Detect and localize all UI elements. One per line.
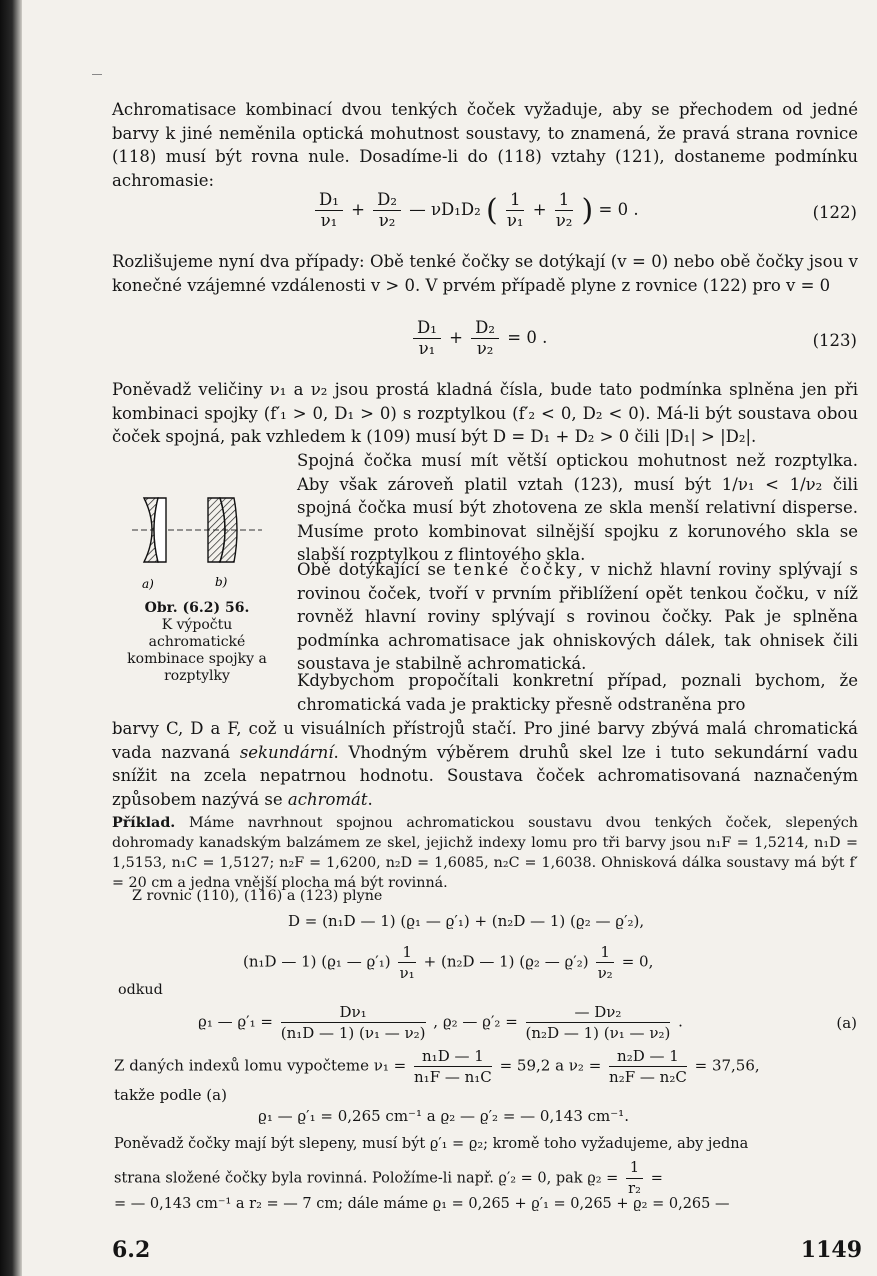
eq122-v1: ν₁ [320,211,338,230]
takze-label: takže podle (a) [114,1086,227,1104]
equation-D: D = (n₁D — 1) (ϱ₁ — ϱ′₁) + (n₂D — 1) (ϱ₂ — ϱ′₂), [288,912,645,930]
eq122-mid: — νD₁D₂ [409,200,481,219]
example-line-rovnic: Z rovnic (110), (116) a (123) plyne [132,888,383,904]
p5c: . Vhodným výběrem druhů skel lze i tuto sekundární vadu snížit na zcela nepatrnou hodnotu. Soustava čoček achromatisovaná naznačeným způsobem nazývá se [112,742,858,809]
eq122-one-b: 1 [555,190,574,211]
last2-end: = [650,1170,663,1187]
last-line-3: = — 0,143 cm⁻¹ a r₂ = — 7 cm; dále máme ϱ₁ = 0,265 + ϱ′₁ = 0,265 + ϱ₂ = 0,265 — [114,1196,730,1212]
example-paragraph [112,813,858,893]
idx-n2: n₂D — 1 [609,1046,687,1067]
equation-123: $\frac{\text{D₁}}{\text{ν₁}}$ + $\frac{\text{D₂}}{\text{ν₂}}$ = 0 . [410,318,547,359]
figure-caption [112,600,282,685]
last2-a: strana složené čočky byla rovinná. Položíme-li např. ϱ′₂ = 0, pak ϱ₂ = [114,1170,619,1187]
equation-a: ϱ₁ — ϱ′₁ = $\frac{\text{Dν₁}}{\text{(n₁D — 1) (ν₁ — ν₂)}}$ , ϱ₂ — ϱ′₂ = $\frac{\text{— Dν₂}}{\text{(n₂D — 1) (ν₁ — ν₂)}}$ . [198,1003,683,1042]
eq122-tail: = 0 . [598,200,639,219]
paragraph-cases: Rozlišujeme nyní dva případy: Obě tenké čočky se dotýkají (v = 0) nebo obě čočky jsou v konečné vzájemné vzdálenosti v > 0. V prvém případě plyne z rovnice (122) pro v = 0 [112,252,858,295]
idx-mid: = 59,2 a ν₂ = [499,1056,602,1075]
eq122-v2: ν₂ [378,211,396,230]
p4a: Obě dotýkající se [297,560,446,579]
margin-mark [92,74,102,75]
eqa-left: ϱ₁ — ϱ′₁ = [198,1012,273,1031]
paragraph-positive-numbers: Poněvadž veličiny ν₁ a ν₂ jsou prostá kladná čísla, bude tato podmínka splněna jen při kombinaci spojky (f′₁ > 0, D₁ > 0) s rozptylkou (f′₂ < 0, D₂ < 0). Má-li být soustava obou čoček spojná, pak vzhledem k (109) musí být D = D₁ + D₂ > 0 čili |D₁| > |D₂|. [112,380,858,446]
eq122-v2b: ν₂ [555,211,573,230]
idx-pre: Z daných indexů lomu vypočteme ν₁ = [114,1056,407,1075]
footer-section: 6.2 [112,1237,151,1263]
p5-achromat-emphasis: achromát [287,789,368,809]
page-binding-shadow [0,0,22,1276]
eqzero-b: + (n₂D — 1) (ϱ₂ — ϱ′₂) [423,952,589,971]
equation-a-number: (a) [836,1014,857,1032]
paragraph-concrete-case: Kdybychom propočítali konkretní případ, poznali bychom, že chromatická vada je prakticky přesně odstraněna pro [297,671,858,714]
example-text: Máme navrhnout spojnou achromatickou soustavu dvou tenkých čoček, slepených dohromady kanadským balzámem ze skel, jejichž indexy lomu pro tři barvy jsou n₁F = 1,5214, n₁D = 1,5153, n₁C = 1,5127; n₂F = 1,6200, n₂D = 1,6085, n₂C = 1,6038. Ohnisková dálka soustavy má být f′ = 20 cm a jedna vnější plocha má být rovinná. [112,815,858,891]
equation-122-number: (122) [812,203,857,222]
lens-diagram [112,470,287,595]
paragraph-achromatisation: Achromatisace kombinací dvou tenkých čoček vyžaduje, aby se přechodem od jedné barvy k jiné neměnila optická mohutnost soustavy, to znamená, že pravá strana rovnice (118) musí být rovna nule. Dosadíme-li do (118) vztahy (121), dostaneme podmínku achromasie: [112,100,858,190]
eq123-v2: ν₂ [476,339,494,358]
equation-zero [243,942,653,983]
footer-page-number: 1149 [800,1237,862,1263]
eq123-d2: D₂ [471,318,499,339]
figure-label-b: b) [215,575,228,589]
paragraph-touching-lenses [297,558,858,676]
eqa-d1: (n₁D — 1) (ν₁ — ν₂) [280,1024,426,1042]
eq123-tail: = 0 . [507,328,548,347]
last2-n: 1 [626,1158,643,1179]
eqzero-a: (n₁D — 1) (ϱ₁ — ϱ′₁) [243,952,391,971]
eqzero-one-b: 1 [596,942,614,963]
paragraph-spojna: Spojná čočka musí mít větší optickou mohutnost než rozptylka. Aby však zároveň platil vztah (123), musí být 1/ν₁ < 1/ν₂ čili spojná čočka musí být zhotovena ze skla menší relativní disperse. Musíme proto kombinovat silnější spojku z korunového skla se slabší rozptylkou z flintového skla. [297,451,858,564]
eqzero-end: = 0, [621,952,654,971]
eq122-v1b: ν₁ [506,211,524,230]
figure-label-a: a) [142,577,154,591]
last2-d: r₂ [628,1181,641,1197]
p4b: , v nichž hlavní roviny splývají s rovinou čoček, tvoří v prvním přiblížení opět tenkou čočku, v níž rovněž hlavní roviny splývají s rovinou čočky. Pak je splněna podmínka achromatisace jak ohniskových dálek, tak ohnisek čili soustava je stabilně achromatická. [297,560,859,673]
last-line-1: Poněvadž čočky mají být slepeny, musí být ϱ′₁ = ϱ₂; kromě toho vyžadujeme, aby jedna [114,1136,749,1152]
index-computation [114,1046,760,1087]
idx-n1: n₁D — 1 [414,1046,492,1067]
equation-123-number: (123) [812,331,857,350]
figure-caption-title: Obr. (6.2) 56. [144,600,250,616]
rho-result: ϱ₁ — ϱ′₁ = 0,265 cm⁻¹ a ϱ₂ — ϱ′₂ = — 0,143 cm⁻¹. [258,1107,629,1125]
eqzero-v2: ν₂ [597,964,613,982]
eqa-mid: , ϱ₂ — ϱ′₂ = [433,1012,518,1031]
equation-122: $\frac{\text{D₁}}{\text{ν₁}}$ + $\frac{\text{D₂}}{\text{ν₂}}$ — νD₁D₂ ( $\frac{1}{\text{ν₁}}$ + $\frac{1}{\text{ν₂}}$ ) = 0 . [312,190,639,231]
p5-secondary-emphasis: sekundární [239,742,334,762]
idx-end: = 37,56, [694,1056,760,1075]
eq123-v1: ν₁ [418,339,436,358]
example-heading: Příklad. [112,815,176,831]
eq122-one-a: 1 [506,190,525,211]
eqa-n2: — Dν₂ [526,1002,671,1023]
last-line-2 [114,1158,663,1199]
eqzero-one-a: 1 [398,942,416,963]
eqa-n1: Dν₁ [281,1002,426,1023]
eqa-d2: (n₂D — 1) (ν₁ — ν₂) [525,1024,671,1042]
paragraph-secondary: barvy C, D a F, což u visuálních přístrojů stačí. Pro jiné barvy zbývá malá chromatická vada nazvaná sekundární. Vhodným výběrem druhů skel lze i tuto sekundární vadu snížit na zcela nepatrnou hodnotu. Soustava čoček achromatisovaná naznačeným způsobem nazývá se achromát. [112,719,858,809]
lens-a-flint [154,498,166,562]
p4-emphasis: tenké čočky [453,560,578,579]
p5b: barvy C, D a F, což u visuálních přístrojů stačí. Pro jiné barvy zbývá malá chromatická vada nazvaná [112,719,858,762]
eq122-d1: D₁ [315,190,343,211]
eqzero-v1: ν₁ [399,964,415,982]
eq123-d1: D₁ [413,318,441,339]
eq122-d2: D₂ [373,190,401,211]
figure-caption-text: K výpočtu achromatické kombinace spojky a rozptylky [127,617,267,684]
idx-d2: n₂F — n₂C [609,1068,687,1086]
odkud-label: odkud [118,982,163,998]
idx-d1: n₁F — n₁C [414,1068,492,1086]
